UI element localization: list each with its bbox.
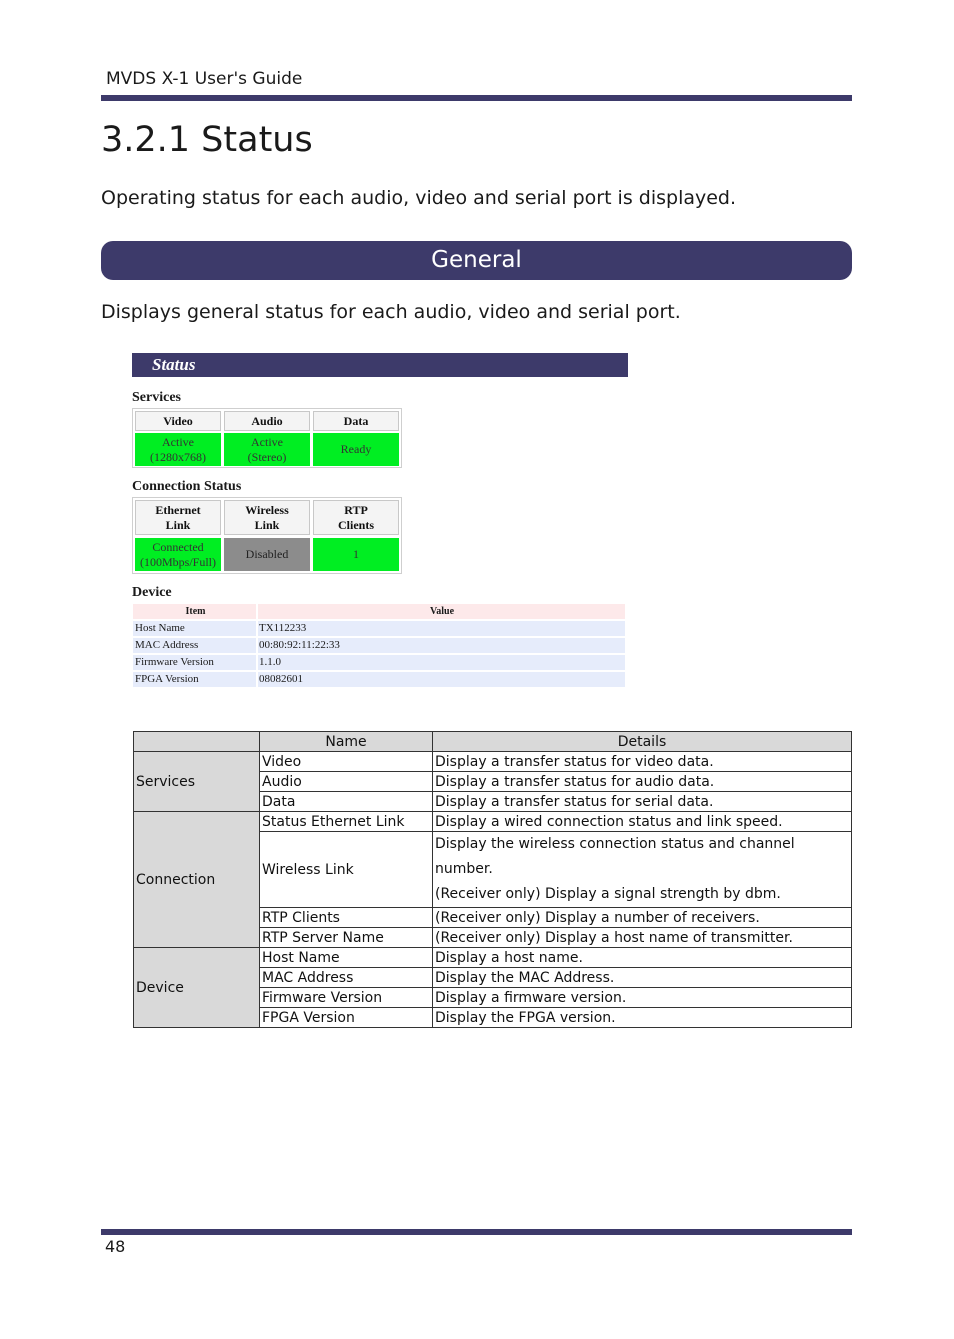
row-name: RTP Clients: [260, 908, 433, 928]
table-header-row: [134, 732, 852, 752]
row-details: Display the FPGA version.: [433, 1008, 852, 1028]
status-screenshot: [132, 353, 628, 689]
device-value: 00:80:92:11:22:33: [258, 638, 625, 653]
device-row: [132, 672, 626, 687]
row-name: MAC Address: [260, 968, 433, 988]
device-item: FPGA Version: [133, 672, 256, 687]
group-services: Services: [134, 752, 260, 812]
footer-rule: [101, 1229, 852, 1235]
device-title: Device: [132, 585, 172, 600]
connection-header-ethernet: [135, 500, 221, 535]
connection-wireless-status: [224, 538, 310, 571]
running-header: MVDS X-1 User's Guide: [106, 69, 303, 89]
header-details: Details: [433, 732, 852, 752]
header-rule: [101, 95, 852, 101]
connection-header-ethernet-line2: Link: [165, 517, 191, 532]
row-name: Audio: [260, 772, 433, 792]
connection-header-wireless-line2: Link: [254, 517, 280, 532]
device-table-header: [132, 604, 626, 619]
services-data-status: [313, 433, 399, 466]
connection-ethernet-status: [135, 538, 221, 571]
row-details: Display a transfer status for audio data.: [433, 772, 852, 792]
header-group: [134, 732, 260, 752]
connection-rtp-status: [313, 538, 399, 571]
services-tiles: [132, 408, 402, 468]
device-row: [132, 638, 626, 653]
table-row: [134, 948, 852, 968]
device-item: MAC Address: [133, 638, 256, 653]
device-item: Host Name: [133, 621, 256, 636]
row-name: Host Name: [260, 948, 433, 968]
group-device: Device: [134, 948, 260, 1028]
row-details: (Receiver only) Display a number of receivers.: [433, 908, 852, 928]
row-name: RTP Server Name: [260, 928, 433, 948]
connection-header-wireless-line1: Wireless: [245, 502, 289, 517]
device-value: TX112233: [258, 621, 625, 636]
row-details: (Receiver only) Display a host name of transmitter.: [433, 928, 852, 948]
connection-tiles: [132, 497, 402, 574]
row-name: Video: [260, 752, 433, 772]
services-data-status-line1: Ready: [340, 442, 372, 456]
services-title: Services: [132, 390, 181, 405]
connection-header-rtp-line2: Clients: [338, 517, 374, 532]
connection-header-rtp: [313, 500, 399, 535]
row-name: Data: [260, 792, 433, 812]
row-details: Display a transfer status for video data.: [433, 752, 852, 772]
row-name: Wireless Link: [260, 832, 433, 908]
services-header-data: Data: [313, 411, 399, 431]
connection-ethernet-status-line2: (100Mbps/Full): [139, 554, 216, 569]
services-video-status-line1: Active: [162, 434, 194, 449]
device-item: Firmware Version: [133, 655, 256, 670]
services-audio-status-line2: (Stereo): [247, 449, 287, 464]
device-value: 1.1.0: [258, 655, 625, 670]
device-col-item: Item: [133, 604, 256, 619]
page-number: 48: [105, 1237, 126, 1256]
device-row: [132, 621, 626, 636]
services-video-status: [135, 433, 221, 466]
row-name: FPGA Version: [260, 1008, 433, 1028]
row-details: Display a firmware version.: [433, 988, 852, 1008]
connection-header-rtp-line1: RTP: [344, 502, 368, 517]
row-details-line: Display the wireless connection status and channel number.: [435, 836, 795, 877]
table-row: [134, 752, 852, 772]
connection-header-wireless: [224, 500, 310, 535]
services-audio-status-line1: Active: [251, 434, 283, 449]
row-details: [433, 832, 852, 908]
status-screen-title: Status: [132, 353, 628, 377]
intro-paragraph: Operating status for each audio, video and serial port is displayed.: [101, 187, 737, 209]
services-audio-status: [224, 433, 310, 466]
row-name: Firmware Version: [260, 988, 433, 1008]
device-value: 08082601: [258, 672, 625, 687]
row-details: Display the MAC Address.: [433, 968, 852, 988]
section-title: 3.2.1 Status: [101, 120, 313, 160]
status-description-table: [133, 731, 852, 1028]
general-banner: General: [101, 241, 852, 280]
connection-header-ethernet-line1: Ethernet: [155, 502, 201, 517]
table-row: [134, 812, 852, 832]
services-header-audio: Audio: [224, 411, 310, 431]
general-description: Displays general status for each audio, video and serial port.: [101, 301, 681, 323]
connection-ethernet-status-line1: Connected: [152, 539, 204, 554]
services-header-video: Video: [135, 411, 221, 431]
device-col-value: Value: [258, 604, 625, 619]
row-details: Display a transfer status for serial data.: [433, 792, 852, 812]
row-details: Display a wired connection status and link speed.: [433, 812, 852, 832]
row-details-line: (Receiver only) Display a signal strength by dbm.: [435, 886, 781, 902]
connection-rtp-status-line1: 1: [353, 547, 359, 561]
header-name: Name: [260, 732, 433, 752]
row-name: Status Ethernet Link: [260, 812, 433, 832]
group-connection: Connection: [134, 812, 260, 948]
services-video-status-line2: (1280x768): [150, 449, 206, 464]
row-details: Display a host name.: [433, 948, 852, 968]
connection-wireless-status-line1: Disabled: [245, 547, 289, 561]
device-row: [132, 655, 626, 670]
connection-status-title: Connection Status: [132, 479, 242, 494]
